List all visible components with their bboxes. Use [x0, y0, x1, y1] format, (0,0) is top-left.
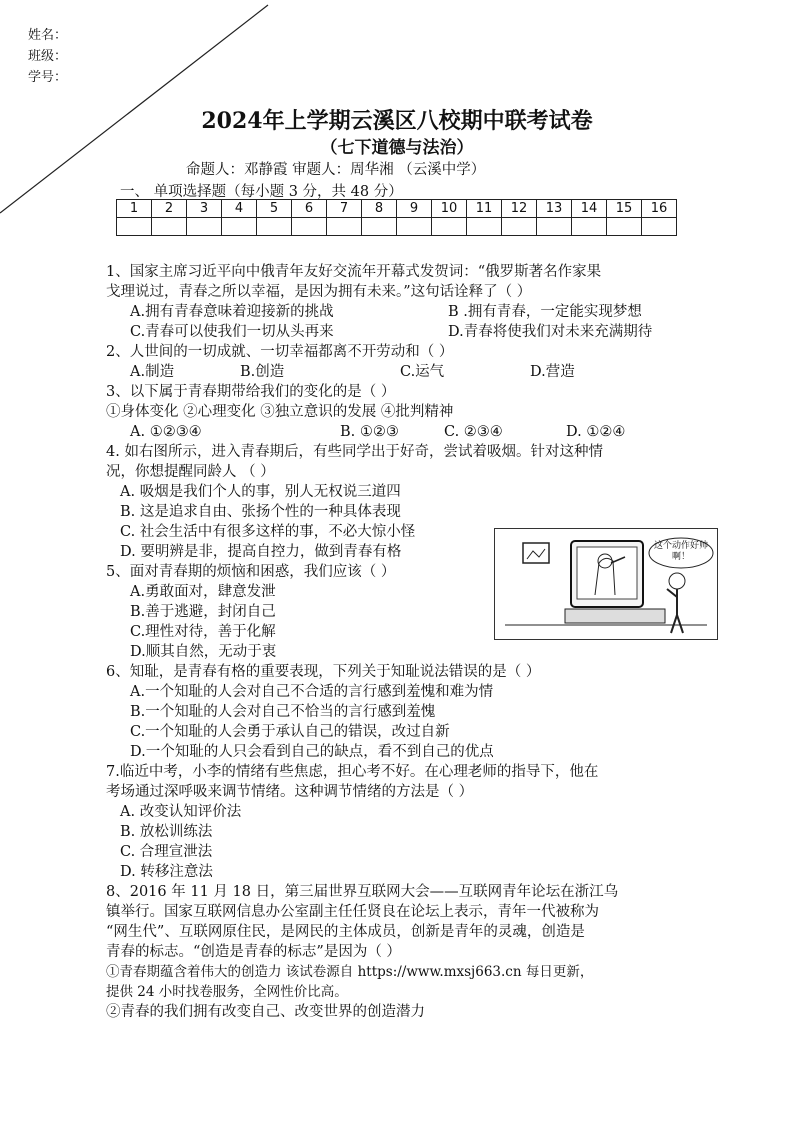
q8-stem-line2: 镇举行。国家互联网信息办公室副主任任贤良在论坛上表示，青年一代被称为 [106, 904, 599, 920]
q8-statement-2: ②青春的我们拥有改变自己、改变世界的创造潜力 [106, 1004, 425, 1020]
answer-number: 9 [397, 200, 432, 218]
q1-option-b: B .拥有青春，一定能实现梦想 [448, 304, 642, 320]
answer-number: 16 [642, 200, 677, 218]
q6-option-a: A.一个知耻的人会对自己不合适的言行感到羞愧和难为情 [130, 684, 494, 700]
q6-option-c: C.一个知耻的人会勇于承认自己的错误，改过自新 [130, 724, 450, 740]
q1-option-d: D.青春将使我们对未来充满期待 [448, 324, 653, 340]
answer-cell[interactable] [607, 218, 642, 236]
q1-option-a: A.拥有青春意味着迎接新的挑战 [130, 304, 334, 320]
q2-option-a: A.制造 [130, 364, 175, 380]
q7-option-d: D. 转移注意法 [120, 864, 213, 880]
exam-subtitle: （七下道德与法治） [320, 138, 474, 158]
q4-option-a: A. 吸烟是我们个人的事，别人无权说三道四 [120, 484, 401, 500]
answer-grid-numbers [117, 200, 677, 218]
q5-stem: 5、面对青春期的烦恼和困惑，我们应该（ ） [106, 564, 396, 580]
answer-cell[interactable] [537, 218, 572, 236]
answer-cell[interactable] [152, 218, 187, 236]
answer-number: 3 [187, 200, 222, 218]
answer-cell[interactable] [432, 218, 467, 236]
section-heading: 一、 单项选择题（每小题 3 分，共 48 分） [120, 184, 403, 200]
speech-bubble-text: 这个动作好帅啊！ [653, 541, 708, 562]
q3-statements: ①身体变化 ②心理变化 ③独立意识的发展 ④批判精神 [106, 404, 454, 420]
q2-option-d: D.营造 [530, 364, 575, 380]
answer-cell[interactable] [397, 218, 432, 236]
answer-cell[interactable] [187, 218, 222, 236]
answer-number: 7 [327, 200, 362, 218]
exam-title: 2024年上学期云溪区八校期中联考试卷 [201, 108, 593, 134]
answer-cell[interactable] [327, 218, 362, 236]
answer-number: 11 [467, 200, 502, 218]
q7-option-c: C. 合理宣泄法 [120, 844, 213, 860]
answer-number: 15 [607, 200, 642, 218]
answer-number: 8 [362, 200, 397, 218]
q4-stem-line2: 况，你想提醒同龄人 （ ） [106, 464, 275, 480]
q7-option-b: B. 放松训练法 [120, 824, 213, 840]
q5-option-c: C.理性对待，善于化解 [130, 624, 276, 640]
answer-number: 13 [537, 200, 572, 218]
q4-option-b: B. 这是追求自由、张扬个性的一种具体表现 [120, 504, 401, 520]
q4-stem-line1: 4. 如右图所示，进入青春期后，有些同学出于好奇，尝试着吸烟。针对这种情 [106, 444, 603, 460]
answer-grid-blanks [117, 218, 677, 236]
answer-cell[interactable] [642, 218, 677, 236]
name-label: 姓名： [28, 28, 68, 43]
q7-option-a: A. 改变认知评价法 [120, 804, 242, 820]
q4-option-c: C. 社会生活中有很多这样的事，不必大惊小怪 [120, 524, 416, 540]
answer-cell[interactable] [292, 218, 327, 236]
answer-grid [116, 199, 677, 236]
q6-option-d: D.一个知耻的人只会看到自己的缺点，看不到自己的优点 [130, 744, 494, 760]
answer-number: 6 [292, 200, 327, 218]
q5-option-d: D.顺其自然，无动于衷 [130, 644, 277, 660]
answer-number: 12 [502, 200, 537, 218]
q6-stem: 6、知耻，是青春有格的重要表现，下列关于知耻说法错误的是（ ） [106, 664, 541, 680]
answer-cell[interactable] [117, 218, 152, 236]
q8-stem-line3: “网生代”、互联网原住民，是网民的主体成员，创新是青年的灵魂，创造是 [106, 924, 585, 940]
q6-option-b: B.一个知耻的人会对自己不恰当的言行感到羞愧 [130, 704, 436, 720]
student-id-label: 学号： [28, 70, 68, 85]
q5-option-b: B.善于逃避，封闭自己 [130, 604, 276, 620]
q5-option-a: A.勇敢面对，肆意发泄 [130, 584, 276, 600]
answer-cell[interactable] [257, 218, 292, 236]
q3-option-d: D. ①②④ [566, 424, 626, 440]
answer-number: 5 [257, 200, 292, 218]
q1-stem-line1: 1、国家主席习近平向中俄青年友好交流年开幕式发贺词：“俄罗斯著名作家果 [106, 264, 602, 280]
q2-stem: 2、人世间的一切成就、一切幸福都离不开劳动和（ ） [106, 344, 454, 360]
answer-cell[interactable] [572, 218, 607, 236]
q2-option-b: B.创造 [240, 364, 285, 380]
exam-authors: 命题人：邓静霞 审题人：周华湘 （云溪中学） [186, 162, 486, 178]
answer-cell[interactable] [362, 218, 397, 236]
q8-stem-line4: 青春的标志。“创造是青春的标志”是因为（ ） [106, 944, 401, 960]
q4-option-d: D. 要明辨是非，提高自控力，做到青春有格 [120, 544, 402, 560]
class-label: 班级： [28, 49, 68, 64]
q2-option-c: C.运气 [400, 364, 445, 380]
q3-stem: 3、以下属于青春期带给我们的变化的是（ ） [106, 384, 396, 400]
answer-number: 10 [432, 200, 467, 218]
answer-number: 4 [222, 200, 257, 218]
q3-option-a: A. ①②③④ [130, 424, 202, 440]
q3-option-c: C. ②③④ [444, 424, 503, 440]
q8-stem-line1: 8、2016 年 11 月 18 日，第三届世界互联网大会——互联网青年论坛在浙江乌 [106, 884, 619, 900]
answer-number: 1 [117, 200, 152, 218]
answer-number: 14 [572, 200, 607, 218]
q8-note: 提供 24 小时找卷服务，全网性价比高。 [106, 984, 348, 1000]
q8-statement-1: ①青春期蕴含着伟大的创造力 该试卷源自 https://www.mxsj663.cn 每日更新， [106, 964, 594, 980]
answer-cell[interactable] [467, 218, 502, 236]
q7-stem-line1: 7.临近中考，小李的情绪有些焦虑，担心考不好。在心理老师的指导下，他在 [106, 764, 599, 780]
answer-cell[interactable] [502, 218, 537, 236]
q1-stem-line2: 戈理说过，青春之所以幸福，是因为拥有未来。”这句话诠释了（ ） [106, 284, 532, 300]
q1-option-c: C.青春可以使我们一切从头再来 [130, 324, 334, 340]
q7-stem-line2: 考场通过深呼吸来调节情绪。这种调节情绪的方法是（ ） [106, 784, 474, 800]
smoking-illustration [494, 528, 718, 640]
answer-cell[interactable] [222, 218, 257, 236]
q3-option-b: B. ①②③ [340, 424, 399, 440]
answer-number: 2 [152, 200, 187, 218]
